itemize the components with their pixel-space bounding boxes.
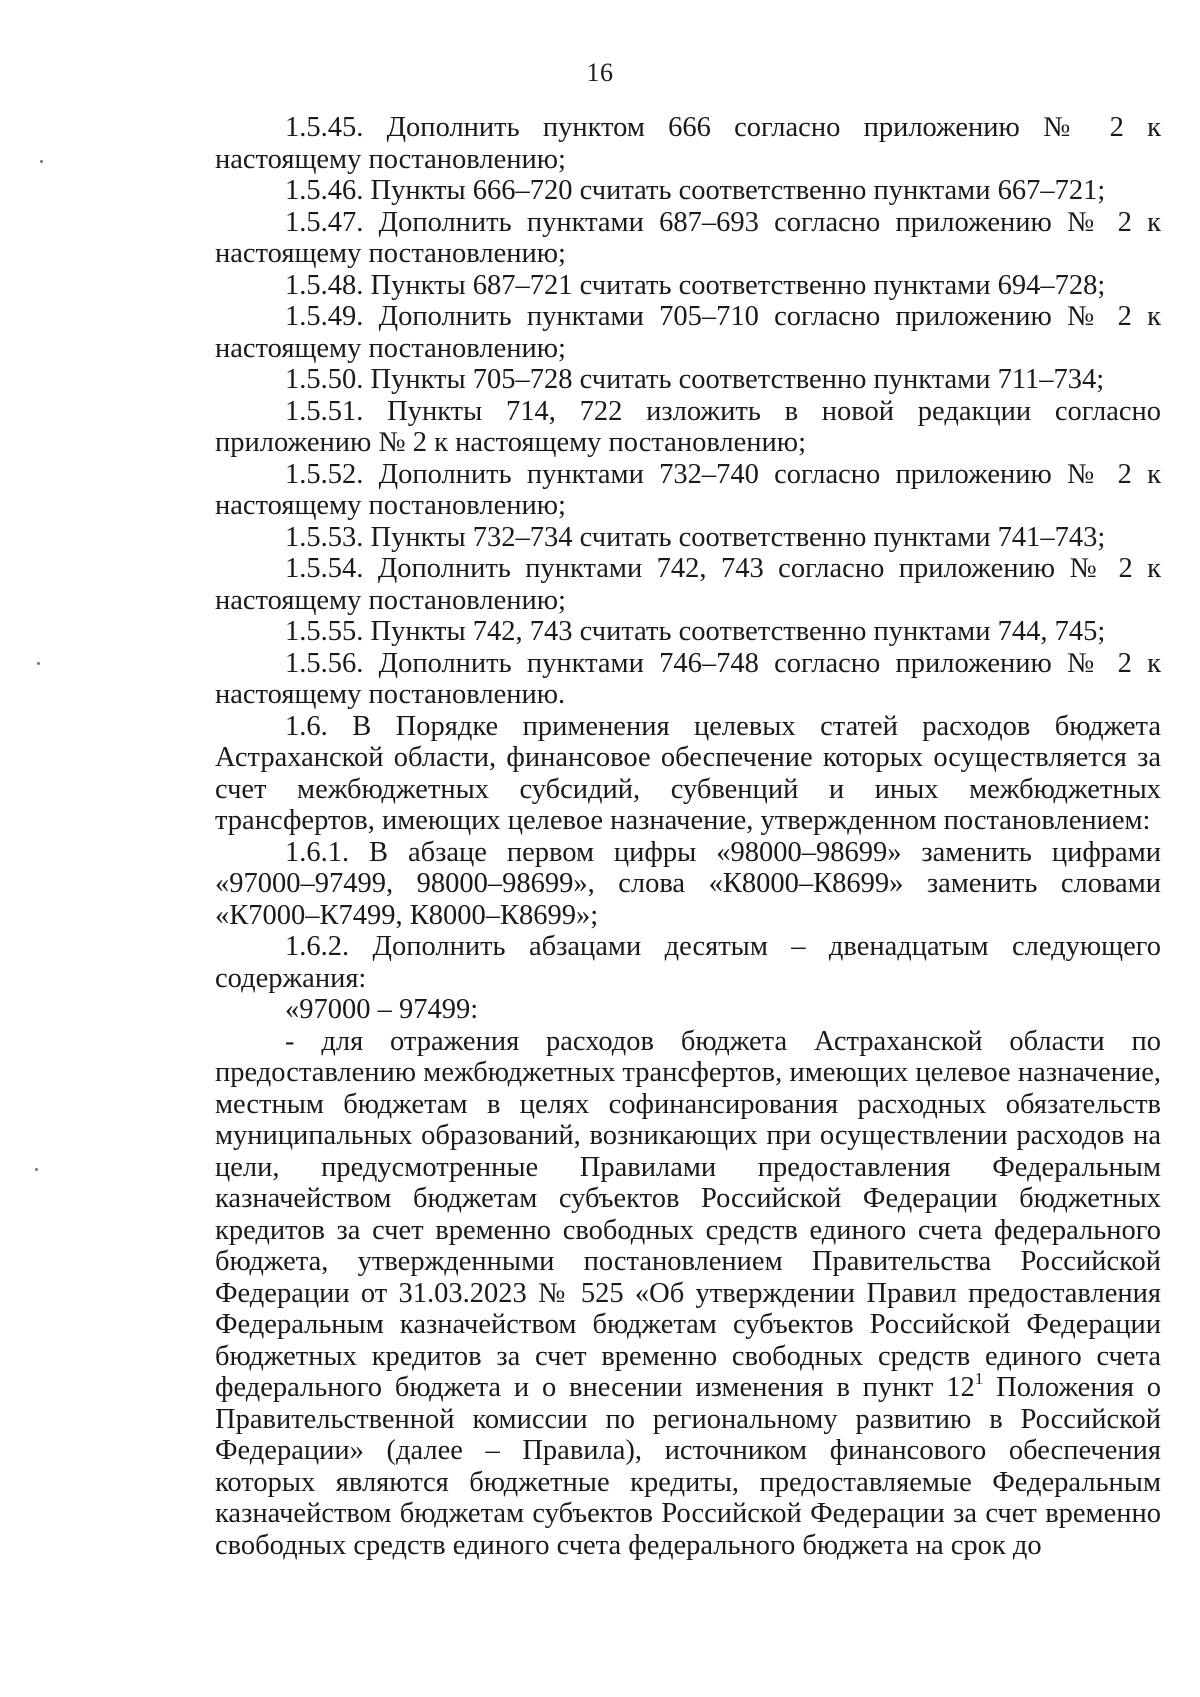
- paragraph-1-5-55: 1.5.55. Пункты 742, 743 считать соответственно пунктами 744, 745;: [285, 616, 1106, 647]
- paragraph-1-5-46: 1.5.46. Пункты 666–720 считать соответственно пунктами 667–721;: [285, 175, 1106, 206]
- superscript-footnote: 1: [974, 1369, 984, 1389]
- paragraph-1-5-45: 1.5.45. Дополнить пунктом 666 согласно приложению № 2 к настоящему постановлению;: [215, 112, 1161, 175]
- paragraph-1-6-2: 1.6.2. Дополнить абзацами десятым – двенадцатым следующего содержания:: [215, 931, 1161, 994]
- paragraph-1-6: 1.6. В Порядке применения целевых статей расходов бюджета Астраханской области, финансовое обеспечение которых осуществляется за счет межбюджетных субсидий, субвенций и иных межбюджетных трансфертов, имеющих целевое назначение, утвержденном постановлением:: [215, 710, 1161, 836]
- purpose-text-part-1: - для отражения расходов бюджета Астраханской области по предоставлению межбюджетных трансфертов, имеющих целевое назначение, местным бюджетам в целях софинансирования расходных обязательств муниципальных образований, возникающих при осуществлении расходов на цели, предусмотренные Правилами предоставления Федеральным казначейством бюджетам субъектов Российской Федерации бюджетных кредитов за счет временно свободных средств единого счета федерального бюджета, утвержденными постановлением Правительства Российской Федерации от 31.03.2023 № 525 «Об утверждении Правил предоставления Федеральным казначейством бюджетам субъектов Российской Федерации бюджетных кредитов за счет временно свободных средств единого счета федерального бюджета и о внесении изменения в пункт 12: [215, 1025, 1161, 1403]
- scan-speck: [35, 1168, 38, 1171]
- paragraph-1-5-56: 1.5.56. Дополнить пунктами 746–748 согласно приложению № 2 к настоящему постановлению.: [215, 647, 1161, 710]
- scan-speck: [40, 160, 43, 163]
- paragraph-1-5-54: 1.5.54. Дополнить пунктами 742, 743 согласно приложению № 2 к настоящему постановлению;: [215, 553, 1161, 616]
- paragraph-1-5-47: 1.5.47. Дополнить пунктами 687–693 согласно приложению № 2 к настоящему постановлению;: [215, 206, 1161, 269]
- paragraph-1-5-53: 1.5.53. Пункты 732–734 считать соответственно пунктами 741–743;: [285, 521, 1106, 553]
- paragraph-1-5-48: 1.5.48. Пункты 687–721 считать соответственно пунктами 694–728;: [285, 269, 1106, 301]
- paragraph-1-5-50: 1.5.50. Пункты 705–728 считать соответственно пунктами 711–734;: [285, 364, 1105, 395]
- scan-speck: [37, 662, 40, 665]
- paragraph-1-5-52: 1.5.52. Дополнить пунктами 732–740 согласно приложению № 2 к настоящему постановлению;: [215, 458, 1161, 521]
- paragraph-1-5-49: 1.5.49. Дополнить пунктами 705–710 согласно приложению № 2 к настоящему постановлению;: [215, 301, 1161, 364]
- purpose-text-part-2: Положения о Правительственной комиссии по региональному развитию в Российской Федерации» (далее – Правила), источником финансового обеспечения которых являются бюджетные кредиты, предоставляемые Федеральным казначейством бюджетам субъектов Российской Федерации за счет временно свободных средств единого счета федерального бюджета на срок до: [215, 1372, 1162, 1561]
- document-body: [215, 112, 1161, 1561]
- code-range-heading: «97000 – 97499:: [285, 994, 479, 1025]
- page-number: 16: [586, 58, 614, 87]
- paragraph-1-5-51: 1.5.51. Пункты 714, 722 изложить в новой редакции согласно приложению № 2 к настоящему постановлению;: [215, 395, 1161, 458]
- paragraph-1-6-1: 1.6.1. В абзаце первом цифры «98000–98699» заменить цифрами «97000–97499, 98000–98699», слова «К8000–К8699» заменить словами «К7000–К7499, К8000–К8699»;: [215, 836, 1161, 931]
- paragraph-purpose-description: [215, 1026, 1161, 1562]
